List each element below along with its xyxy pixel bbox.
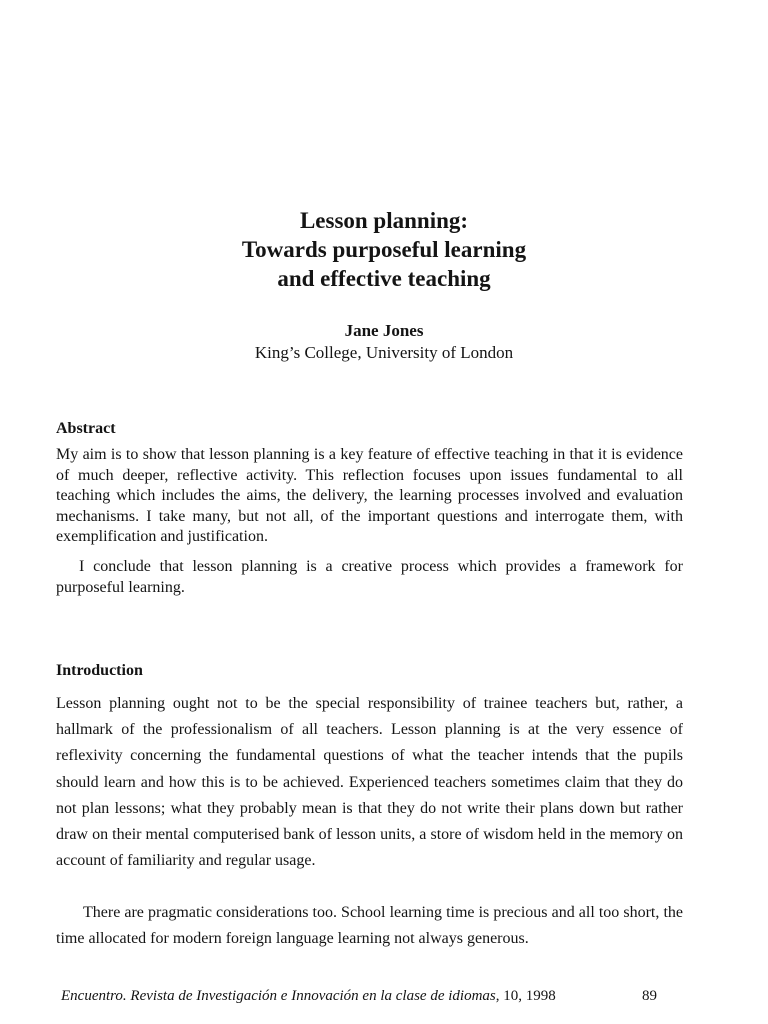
- introduction-heading: Introduction: [56, 662, 143, 679]
- introduction-paragraph: Lesson planning ought not to be the special responsibility of trainee teachers but, rather, a hallmark of the professionalism of all teachers. Lesson planning is at the very essence of reflexivity concerning the fundamental questions of what the teacher intends that the pupils should learn and how this is to be achieved. Experienced teachers sometimes claim that they do not plan lessons; what they probably mean is that they do not write their plans down but rather draw on their mental computerised bank of lesson units, a store of wisdom held in the memory on account of familiarity and regular usage.: [56, 695, 683, 870]
- author-name: Jane Jones: [344, 321, 424, 340]
- footer-volume-year: , 10, 1998: [495, 988, 556, 1004]
- footer-citation: [61, 986, 556, 1006]
- author-affiliation: King’s College, University of London: [254, 343, 514, 362]
- abstract-paragraph: My aim is to show that lesson planning is a key feature of effective teaching in that it is evidence of much deeper, reflective activity. This reflection focuses upon issues fundamental to all teaching which includes the aims, the delivery, the learning processes involved and evaluation mechanisms. I take many, but not all, of the important questions and interrogate them, with exemplification and justification.: [56, 446, 683, 546]
- introduction-paragraph: There are pragmatic considerations too. School learning time is precious and all too short, the time allocated for modern foreign language learning not always generous.: [56, 904, 683, 948]
- footer-journal-name: Encuentro. Revista de Investigación e Innovación en la clase de idiomas: [61, 988, 496, 1004]
- title-line-3: and effective teaching: [277, 266, 491, 291]
- abstract-heading: Abstract: [56, 420, 116, 437]
- title-line-1: Lesson planning:: [299, 208, 469, 233]
- title-line-2: Towards purposeful learning: [241, 237, 527, 262]
- paper-title: [0, 206, 768, 293]
- abstract-paragraph: I conclude that lesson planning is a creative process which provides a framework for purposeful learning.: [56, 558, 683, 596]
- page-number: 89: [642, 988, 657, 1004]
